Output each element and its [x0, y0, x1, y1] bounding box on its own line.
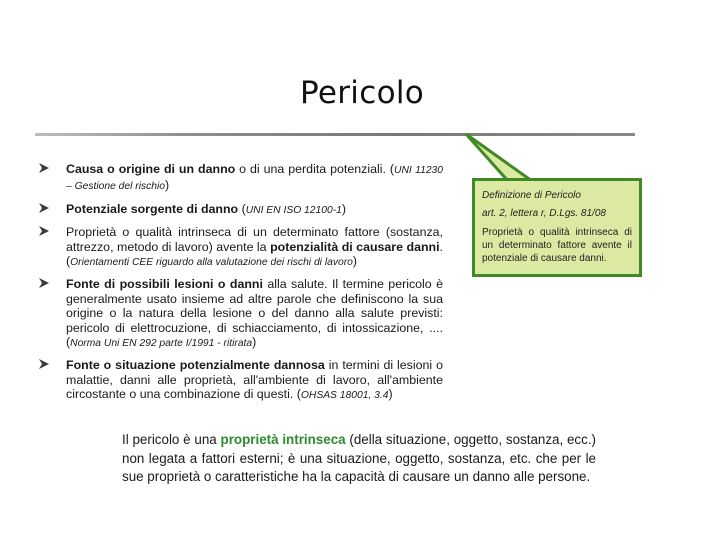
- list-item: [38, 358, 443, 403]
- definition-callout: [472, 178, 642, 277]
- bullet-tail: ): [341, 201, 346, 216]
- bullet-reference: Orientamenti CEE riguardo alla valutazione dei rischi di lavoro: [70, 257, 353, 269]
- callout-body: Proprietà o qualità intrinseca di un determinato fattore avente il potenziale di causare danni.: [482, 227, 632, 264]
- arrow-bullet-icon: [38, 225, 50, 237]
- bullet-term: Fonte o situazione potenzialmente dannosa: [66, 358, 325, 373]
- bullet-text: alla salute. Il termine pericolo è generalmente usato insieme ad altre parole che definiscono la sua origine o la natura della lesione o del danno alla salute previsti: pericolo di elettrocuzione, di schiacciamento, di intossicazione, ....(: [66, 277, 443, 350]
- bullet-tail: ): [165, 178, 170, 193]
- bullet-text: o di una perdita potenziali. (: [235, 162, 395, 176]
- bullet-text: (: [238, 201, 246, 216]
- summary-post: (della situazione, oggetto, sostanza, ecc.) non legata a fattori esterni; è una situazione, oggetto, sostanza, etc. che per le sue proprietà o caratteristiche ha la capacità di causare un danno alle persone.: [122, 432, 596, 484]
- title-divider: [35, 133, 635, 136]
- bullet-reference: Norma Uni EN 292 parte I/1991 - ritirata: [70, 338, 253, 350]
- bullet-reference: UNI 11230 – Gestione del rischio: [66, 165, 444, 193]
- arrow-bullet-icon: [38, 202, 50, 214]
- bullet-reference: UNI EN ISO 12100-1: [245, 204, 342, 216]
- bullet-text: in termini di lesioni o malattie, danni alle proprietà, all'ambiente di lavoro, all'ambiente circostante o una combinazione di questi. (: [66, 358, 443, 402]
- list-item: [38, 225, 443, 270]
- list-item: [38, 162, 443, 195]
- list-item: [38, 277, 443, 351]
- callout-subtitle: art. 2, lettera r, D.Lgs. 81/08: [482, 208, 606, 219]
- slide-title: Pericolo: [300, 75, 425, 111]
- summary-paragraph: [122, 431, 596, 487]
- arrow-bullet-icon: [38, 277, 50, 289]
- bullet-text: . (: [66, 239, 443, 269]
- bullet-tail: ): [252, 335, 257, 350]
- bullet-tail: ): [352, 254, 358, 269]
- bullet-term: Potenziale sorgente di danno: [66, 201, 239, 216]
- bullet-term: potenzialità di causare danni: [270, 239, 440, 254]
- bullet-term: Causa o origine di un danno: [66, 162, 236, 176]
- summary-highlight: proprietà intrinseca: [220, 432, 346, 447]
- callout-title: Definizione di Pericolo: [482, 190, 581, 201]
- bullet-pre-text: Proprietà o qualità intrinseca di un determinato fattore (sostanza, attrezzo, metodo di lavoro) avente la: [66, 225, 443, 254]
- arrow-bullet-icon: [38, 162, 50, 174]
- list-item: [38, 202, 443, 218]
- summary-pre: Il pericolo è una: [122, 432, 221, 447]
- bullet-list: [38, 162, 443, 411]
- arrow-bullet-icon: [38, 358, 50, 370]
- bullet-reference: OHSAS 18001, 3.4: [300, 390, 389, 402]
- bullet-tail: ): [388, 387, 393, 402]
- bullet-term: Fonte di possibili lesioni o danni: [66, 277, 263, 292]
